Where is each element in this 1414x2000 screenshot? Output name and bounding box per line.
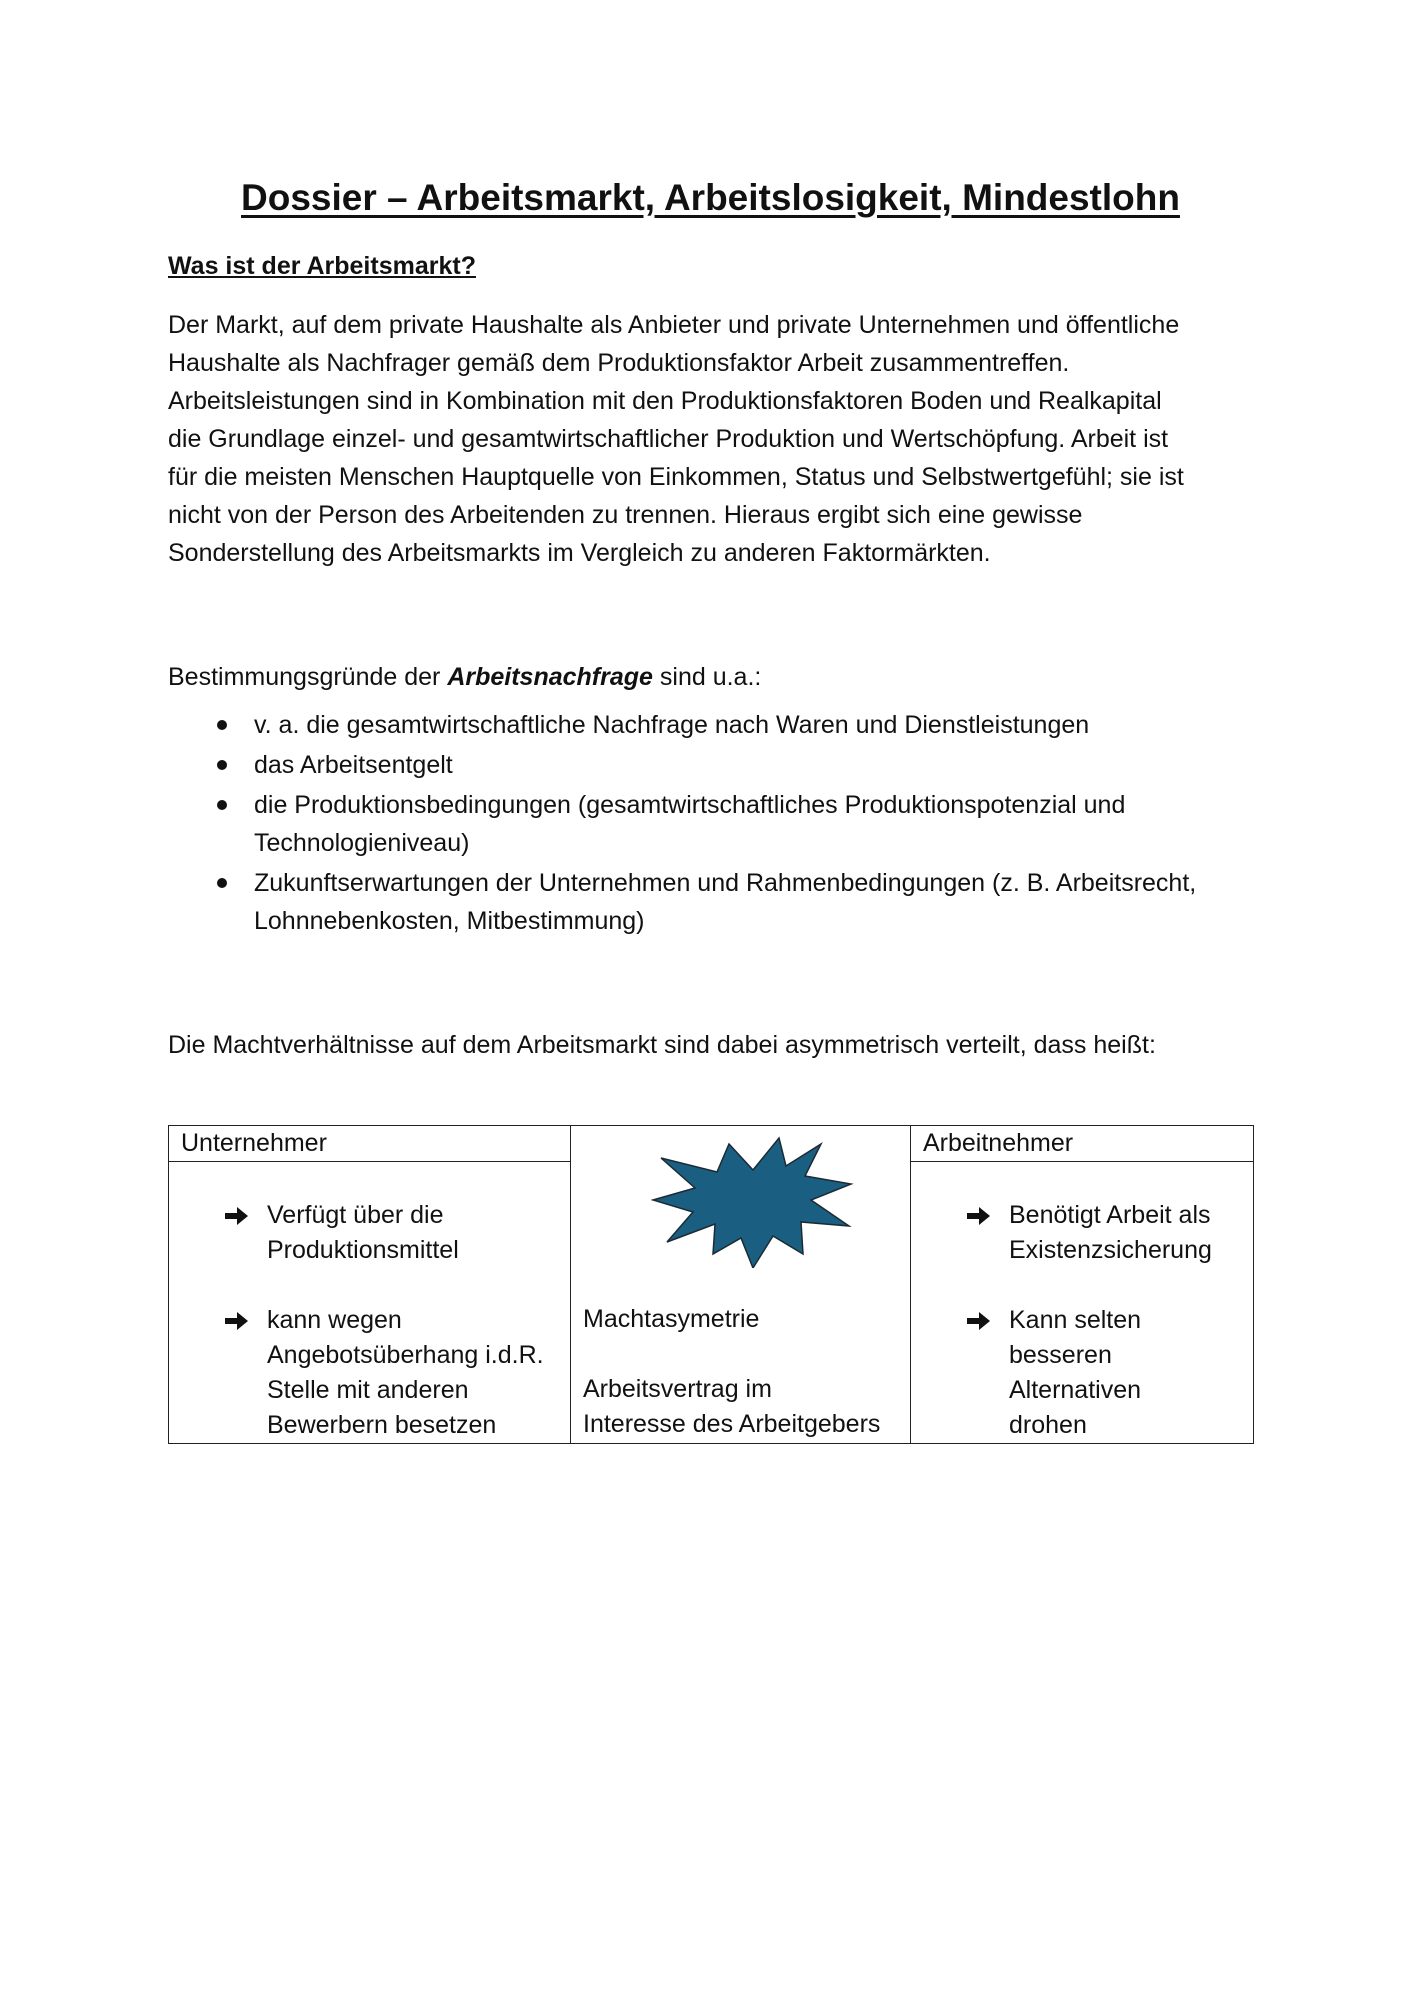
list-item: Verfügt über die Produktionsmittel (169, 1198, 570, 1268)
list-item: v. a. die gesamtwirtschaftliche Nachfrage nach Waren und Dienstleistungen (168, 706, 1253, 744)
arbeitnehmer-cell (911, 1162, 1254, 1444)
list-item: die Produktionsbedingungen (gesamtwirtschaftliches Produktionspotenzial und Technologieniveau) (168, 786, 1253, 862)
list-item: Benötigt Arbeit als Existenzsicherung (911, 1198, 1253, 1268)
list-item: das Arbeitsentgelt (168, 746, 1253, 784)
paragraph-line: Sonderstellung des Arbeitsmarkts im Vergleich zu anderen Faktormärkten. (168, 539, 991, 567)
definition-paragraph (168, 306, 1253, 572)
paragraph-line: nicht von der Person des Arbeitenden zu trennen. Hieraus ergibt sich eine gewisse (168, 501, 1083, 529)
power-asymmetry-table (168, 1125, 1254, 1444)
paragraph-line: die Grundlage einzel- und gesamtwirtschaftlicher Produktion und Wertschöpfung. Arbeit ist (168, 425, 1169, 453)
middle-cell (571, 1126, 911, 1444)
demand-intro: Bestimmungsgründe der Arbeitsnachfrage sind u.a.: (168, 663, 762, 691)
bullet-icon (217, 720, 227, 730)
paragraph-line: Der Markt, auf dem private Haushalte als Anbieter und private Unternehmen und öffentliche (168, 311, 1180, 339)
bullet-icon (217, 800, 227, 810)
emphasis-arbeitsnachfrage: Arbeitsnachfrage (447, 663, 653, 691)
arrow-right-icon (225, 1311, 249, 1331)
arrow-right-icon (967, 1206, 991, 1226)
arrow-right-icon (225, 1206, 249, 1226)
bullet-icon (217, 878, 227, 888)
power-relations-intro: Die Machtverhältnisse auf dem Arbeitsmarkt sind dabei asymmetrisch verteilt, dass heißt: (168, 1031, 1156, 1059)
paragraph-line: Arbeitsleistungen sind in Kombination mit den Produktionsfaktoren Boden und Realkapital (168, 387, 1162, 415)
paragraph-line: Haushalte als Nachfrager gemäß dem Produktionsfaktor Arbeit zusammentreffen. (168, 349, 1070, 377)
arbeitsvertrag-note: Arbeitsvertrag im Interesse des Arbeitgebers (583, 1375, 881, 1438)
arrow-right-icon (967, 1311, 991, 1331)
machtasymmetrie-label: Machtasymetrie (583, 1305, 760, 1333)
header-arbeitnehmer: Arbeitnehmer (911, 1126, 1254, 1162)
paragraph-line: für die meisten Menschen Hauptquelle von Einkommen, Status und Selbstwertgefühl; sie ist (168, 463, 1184, 491)
document-page (168, 170, 1253, 1439)
list-item: Zukunftserwartungen der Unternehmen und Rahmenbedingungen (z. B. Arbeitsrecht, Lohnnebenkosten, Mitbestimmung) (168, 864, 1253, 940)
bullet-icon (217, 760, 227, 770)
document-title: Dossier – Arbeitsmarkt, Arbeitslosigkeit, Mindestlohn (241, 177, 1180, 218)
header-unternehmer: Unternehmer (169, 1126, 571, 1162)
section-heading-arbeitsmarkt: Was ist der Arbeitsmarkt? (168, 252, 476, 280)
list-item: Kann selten besseren Alternativen drohen (911, 1303, 1253, 1443)
demand-bullet-list (168, 706, 1253, 940)
starburst-icon (651, 1136, 855, 1268)
starburst-shape (653, 1138, 851, 1268)
list-item: kann wegen Angebotsüberhang i.d.R. Stelle mit anderen Bewerbern besetzen (169, 1303, 570, 1443)
unternehmer-cell (169, 1162, 571, 1444)
